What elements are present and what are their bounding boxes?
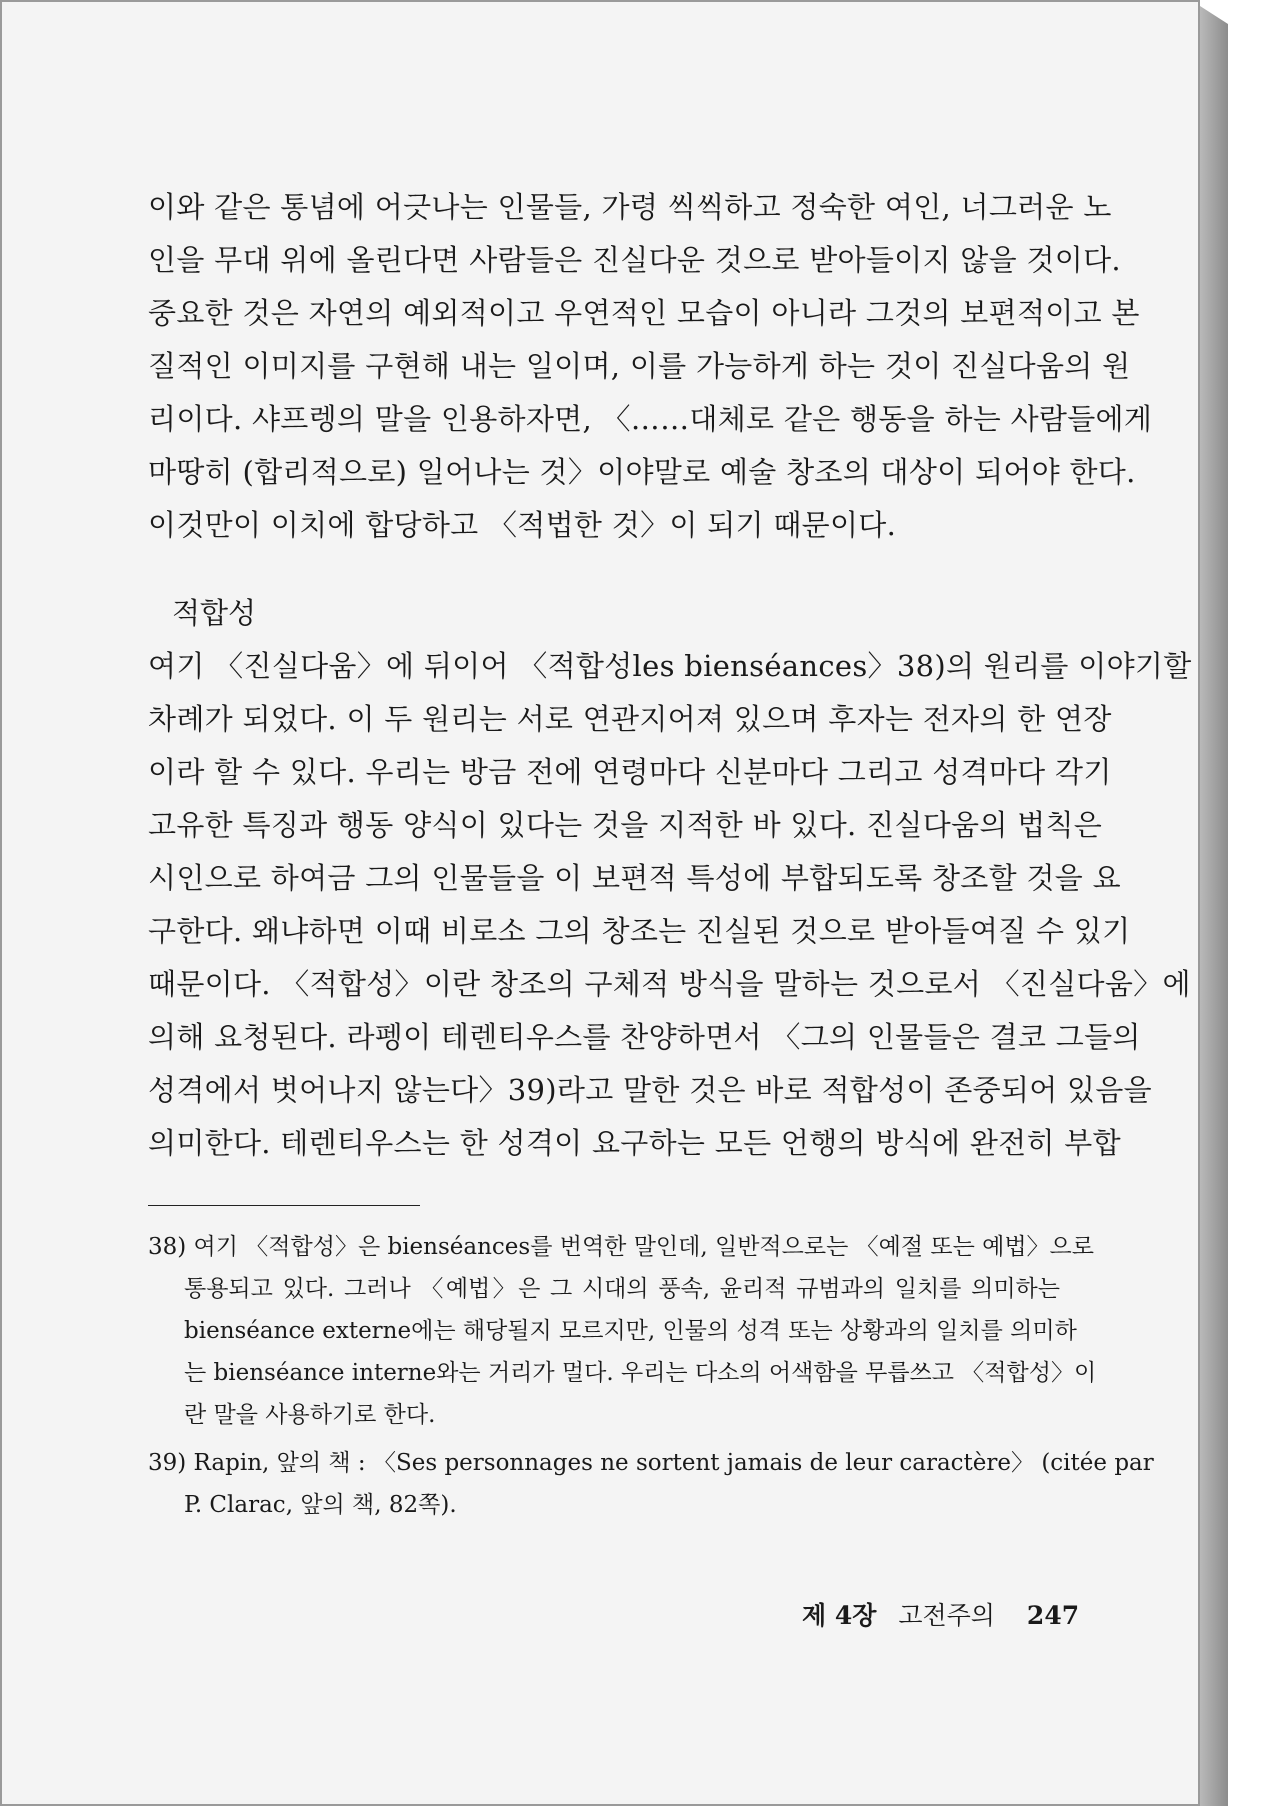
text-line: 이라 할 수 있다. 우리는 방금 전에 연령마다 신분마다 그리고 성격마다 각기 [148,755,1112,789]
text-line: 리이다. 샤프렝의 말을 인용하자면, 〈……대체로 같은 행동을 하는 사람들에게 [148,402,1153,436]
page-number: 247 [1026,1601,1080,1630]
footnote-38-line: 는 bienséance interne와는 거리가 멀다. 우리는 다소의 어색함을 무릅쓰고 〈적합성〉이 [184,1360,1097,1386]
text-line: 마땅히 (합리적으로) 일어나는 것〉이야말로 예술 창조의 대상이 되어야 한다. [148,455,1136,489]
footnote-38-line: bienséance externe에는 해당될지 모르지만, 인물의 성격 또는 상황과의 일치를 의미하 [184,1318,1077,1344]
text-line: 의해 요청된다. 라펭이 테렌티우스를 찬양하면서 〈그의 인물들은 결코 그들의 [148,1020,1141,1054]
text-line: 성격에서 벗어나지 않는다〉39)라고 말한 것은 바로 적합성이 존중되어 있음을 [148,1073,1152,1107]
text-line: 이것만이 이치에 합당하고 〈적법한 것〉이 되기 때문이다. [148,508,897,542]
text-line: 구한다. 왜냐하면 이때 비로소 그의 창조는 진실된 것으로 받아들여질 수 있기 [148,914,1131,948]
page-stack-edge [1200,6,1228,1806]
text-line: 인을 무대 위에 올린다면 사람들은 진실다운 것으로 받아들이지 않을 것이다. [148,243,1121,277]
text-line: 차례가 되었다. 이 두 원리는 서로 연관지어져 있으며 후자는 전자의 한 연장 [148,702,1112,736]
text-line: 질적인 이미지를 구현해 내는 일이며, 이를 가능하게 하는 것이 진실다움의 원 [148,349,1131,383]
footnote-38-line: 38) 여기 〈적합성〉은 bienséances를 번역한 말인데, 일반적으로는 〈예절 또는 예법〉으로 [148,1234,1094,1260]
chapter-label: 제 4장 [802,1601,877,1630]
footnote-divider [148,1205,420,1206]
text-line: 이와 같은 통념에 어긋나는 인물들, 가령 씩씩하고 정숙한 여인, 너그러운 노 [148,190,1112,224]
footnote-38-line: 란 말을 사용하기로 한다. [184,1402,436,1428]
text-line: 의미한다. 테렌티우스는 한 성격이 요구하는 모든 언행의 방식에 완전히 부합 [148,1126,1121,1160]
footnote-39-line: 39) Rapin, 앞의 책 : 〈Ses personnages ne sortent jamais de leur caractère〉 (citée par [148,1450,1154,1476]
text-line: 고유한 특징과 행동 양식이 있다는 것을 지적한 바 있다. 진실다움의 법칙은 [148,808,1103,842]
text-line: 때문이다. 〈적합성〉이란 창조의 구체적 방식을 말하는 것으로서 〈진실다움〉에 [148,967,1191,1001]
text-line: 시인으로 하여금 그의 인물들을 이 보편적 특성에 부합되도록 창조할 것을 요 [148,861,1121,895]
text-line: 중요한 것은 자연의 예외적이고 우연적인 모습이 아니라 그것의 보편적이고 본 [148,296,1140,330]
footnote-38-line: 통용되고 있다. 그러나 〈예법〉은 그 시대의 풍속, 윤리적 규범과의 일치를 의미하는 [184,1276,1060,1302]
section-subheading: 적합성 [172,596,257,630]
text-line: 여기 〈진실다움〉에 뒤이어 〈적합성les bienséances〉38)의 원리를 이야기할 [148,649,1192,683]
chapter-title: 고전주의 [898,1601,995,1630]
footnote-39-line: P. Clarac, 앞의 책, 82쪽). [184,1492,457,1518]
running-footer [802,1599,1079,1633]
